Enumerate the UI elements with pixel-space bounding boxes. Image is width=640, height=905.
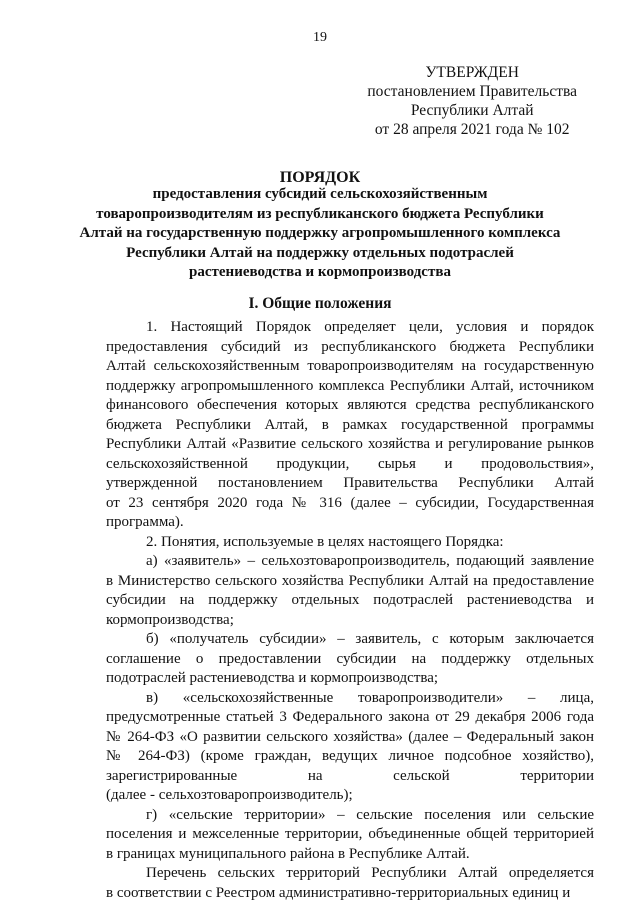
paragraph-line: финансового обеспечения которых являются средства республиканского	[106, 397, 594, 413]
paragraph	[106, 318, 594, 533]
paragraph-line: в) «сельскохозяйственные товаропроизводители» – лица,	[146, 689, 594, 706]
approval-stamp	[367, 63, 577, 139]
approval-line: Республики Алтай	[410, 102, 534, 119]
paragraph-line: Республики Алтай «Развитие сельского хозяйства и регулирование рынков	[106, 436, 594, 452]
paragraph	[106, 689, 594, 806]
paragraph	[106, 630, 594, 689]
paragraph-line: утвержденной постановлением Правительства Республики Алтай	[106, 475, 594, 491]
paragraph-line: № 264-ФЗ «О развитии сельского хозяйства» (далее – Федеральный закон	[106, 728, 594, 745]
paragraph-line: г) «сельские территории» – сельские поселения или сельские	[146, 806, 594, 823]
paragraph-line: соглашение о предоставлении субсидии на поддержку отдельных	[106, 650, 594, 667]
paragraph	[106, 552, 594, 630]
paragraph-line: программа).	[106, 514, 184, 530]
subtitle-line: растениеводства и кормопроизводства	[189, 264, 451, 281]
paragraph-line: предусмотренные статьей 3 Федерального закона от 29 декабря 2006 года	[106, 709, 594, 725]
paragraph-line: (далее - сельхозтоваропроизводитель);	[106, 787, 353, 803]
section-heading: I. Общие положения	[248, 295, 392, 312]
paragraph-line: в границах муниципального района в Республике Алтай.	[106, 845, 470, 862]
document-body	[106, 318, 594, 903]
paragraph	[106, 806, 594, 865]
page-number: 19	[313, 30, 327, 45]
paragraph-line: кормопроизводства;	[106, 611, 234, 628]
paragraph-line: № 264-ФЗ) (кроме граждан, ведущих личное подсобное хозяйство),	[106, 748, 594, 764]
document-subtitle	[0, 185, 640, 283]
subtitle-line: предоставления субсидий сельскохозяйственным	[152, 186, 488, 202]
subtitle-line: Республики Алтай на поддержку отдельных подотраслей	[126, 244, 514, 261]
paragraph-line: 2. Понятия, используемые в целях настоящего Порядка:	[146, 533, 504, 550]
paragraph-line: в соответствии с Реестром административно-территориальных единиц и	[106, 884, 571, 901]
paragraph-line: поддержку агропромышленного комплекса Республики Алтай, источником	[106, 377, 594, 394]
paragraph-line: подотраслей растениеводства и кормопроизводства;	[106, 670, 439, 686]
paragraph	[106, 864, 594, 903]
subtitle-line: товаропроизводителям из республиканского бюджета Республики	[96, 205, 544, 222]
paragraph-line: сельскохозяйственной продукции, сырья и продовольствия»,	[106, 455, 594, 472]
paragraph	[106, 533, 594, 553]
approval-line: УТВЕРЖДЕН	[425, 64, 519, 81]
paragraph-line: поселения и межселенные территории, объединенные общей территорией	[106, 826, 594, 842]
subtitle-line: Алтай на государственную поддержку агропромышленного комплекса	[79, 225, 561, 242]
paragraph-line: б) «получатель субсидии» – заявитель, с которым заключается	[146, 631, 594, 647]
document-title: ПОРЯДОК	[279, 169, 361, 186]
paragraph-line: Перечень сельских территорий Республики Алтай определяется	[146, 865, 594, 881]
paragraph-line: зарегистрированные на сельской территории	[106, 767, 594, 784]
paragraph-line: 1. Настоящий Порядок определяет цели, условия и порядок	[146, 319, 594, 335]
paragraph-line: от 23 сентября 2020 года № 316 (далее – субсидии, Государственная	[106, 494, 594, 511]
paragraph-line: бюджета Республики Алтай, в рамках государственной программы	[106, 416, 594, 433]
approval-line: от 28 апреля 2021 года № 102	[374, 121, 570, 138]
paragraph-line: субсидии на поддержку отдельных подотраслей растениеводства и	[106, 592, 594, 608]
paragraph-line: в Министерство сельского хозяйства Республики Алтай на предоставление	[106, 572, 594, 589]
approval-line: постановлением Правительства	[367, 83, 577, 100]
paragraph-line: Алтай сельскохозяйственным товаропроизводителям на государственную	[106, 358, 594, 374]
paragraph-line: а) «заявитель» – сельхозтоваропроизводитель, подающий заявление	[146, 553, 594, 569]
paragraph-line: предоставления субсидий из республиканского бюджета Республики	[106, 338, 594, 355]
